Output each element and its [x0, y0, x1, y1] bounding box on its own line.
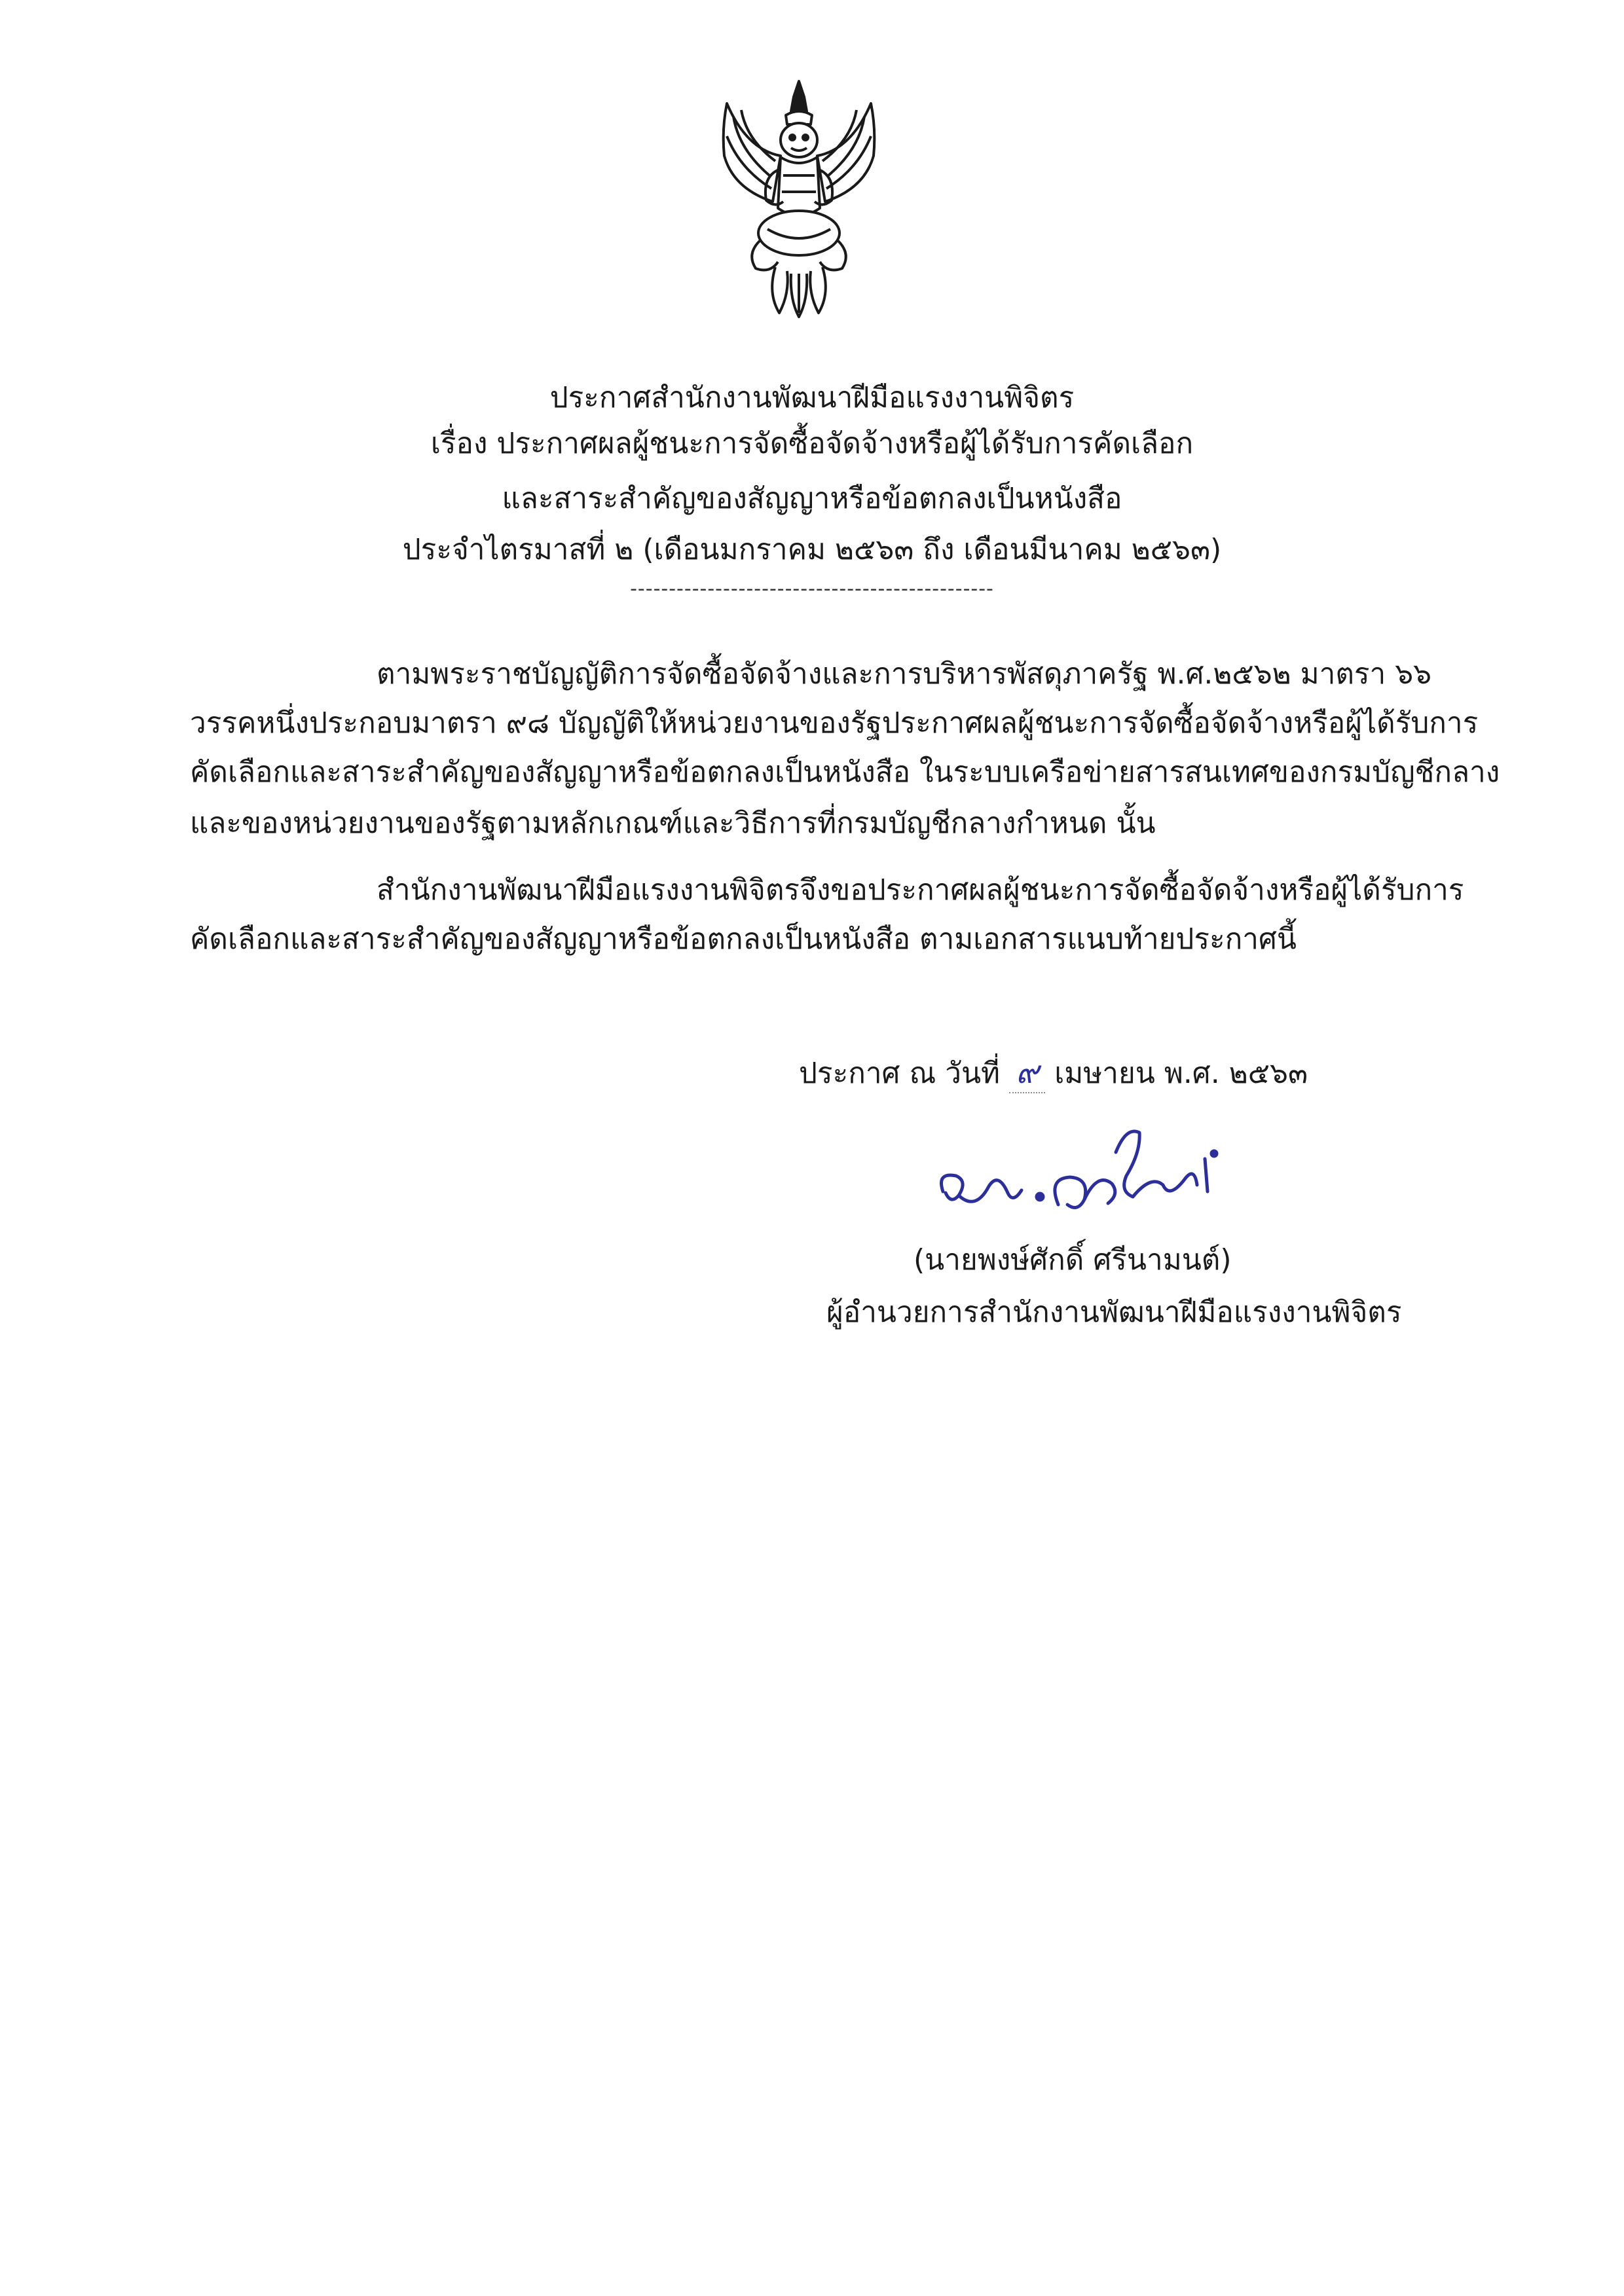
handwritten-signature — [930, 1113, 1244, 1237]
paragraph-1-line-2: วรรคหนึ่งประกอบมาตรา ๙๘ บัญญัติให้หน่วยงานของรัฐประกาศผลผู้ชนะการจัดซื้อจัดจ้างหรือผู้ได้รับการ — [190, 706, 1479, 740]
signer-title: ผู้อำนวยการสำนักงานพัฒนาฝีมือแรงงานพิจิตร — [826, 1296, 1402, 1329]
announcement-period: ประจำไตรมาสที่ ๒ (เดือนมกราคม ๒๕๖๓ ถึง เดือนมีนาคม ๒๕๖๓) — [402, 533, 1222, 566]
announcement-title: ประกาศสำนักงานพัฒนาฝีมือแรงงานพิจิตร — [549, 381, 1075, 414]
divider-line: ----------------------------------------------- — [630, 577, 994, 600]
garuda-emblem — [707, 77, 891, 319]
date-prefix: ประกาศ ณ วันที่ — [799, 1057, 1001, 1090]
paragraph-1-line-1: ตามพระราชบัญญัติการจัดซื้อจัดจ้างและการบริหารพัสดุภาครัฐ พ.ศ.๒๕๖๒ มาตรา ๖๖ — [377, 657, 1432, 691]
date-suffix: เมษายน พ.ศ. ๒๕๖๓ — [1054, 1057, 1308, 1090]
paragraph-1-line-4: และของหน่วยงานของรัฐตามหลักเกณฑ์และวิธีการที่กรมบัญชีกลางกำหนด นั้น — [190, 807, 1156, 840]
paragraph-2-line-1: สำนักงานพัฒนาฝีมือแรงงานพิจิตรจึงขอประกาศผลผู้ชนะการจัดซื้อจัดจ้างหรือผู้ได้รับการ — [377, 873, 1464, 907]
announcement-date — [799, 1053, 1308, 1093]
date-day-handwritten: ๙ — [1009, 1053, 1045, 1093]
signer-name: (นายพงษ์ศักดิ์ ศรีนามนต์) — [913, 1243, 1232, 1277]
paragraph-2-line-2: คัดเลือกและสาระสำคัญของสัญญาหรือข้อตกลงเป็นหนังสือ ตามเอกสารแนบท้ายประกาศนี้ — [190, 922, 1297, 956]
announcement-subject: เรื่อง ประกาศผลผู้ชนะการจัดซื้อจัดจ้างหรือผู้ได้รับการคัดเลือก — [430, 427, 1194, 460]
paragraph-1-line-3: คัดเลือกและสาระสำคัญของสัญญาหรือข้อตกลงเป็นหนังสือ ในระบบเครือข่ายสารสนเทศของกรมบัญชีกลาง — [190, 756, 1500, 789]
announcement-subject-cont: และสาระสำคัญของสัญญาหรือข้อตกลงเป็นหนังสือ — [502, 482, 1122, 515]
